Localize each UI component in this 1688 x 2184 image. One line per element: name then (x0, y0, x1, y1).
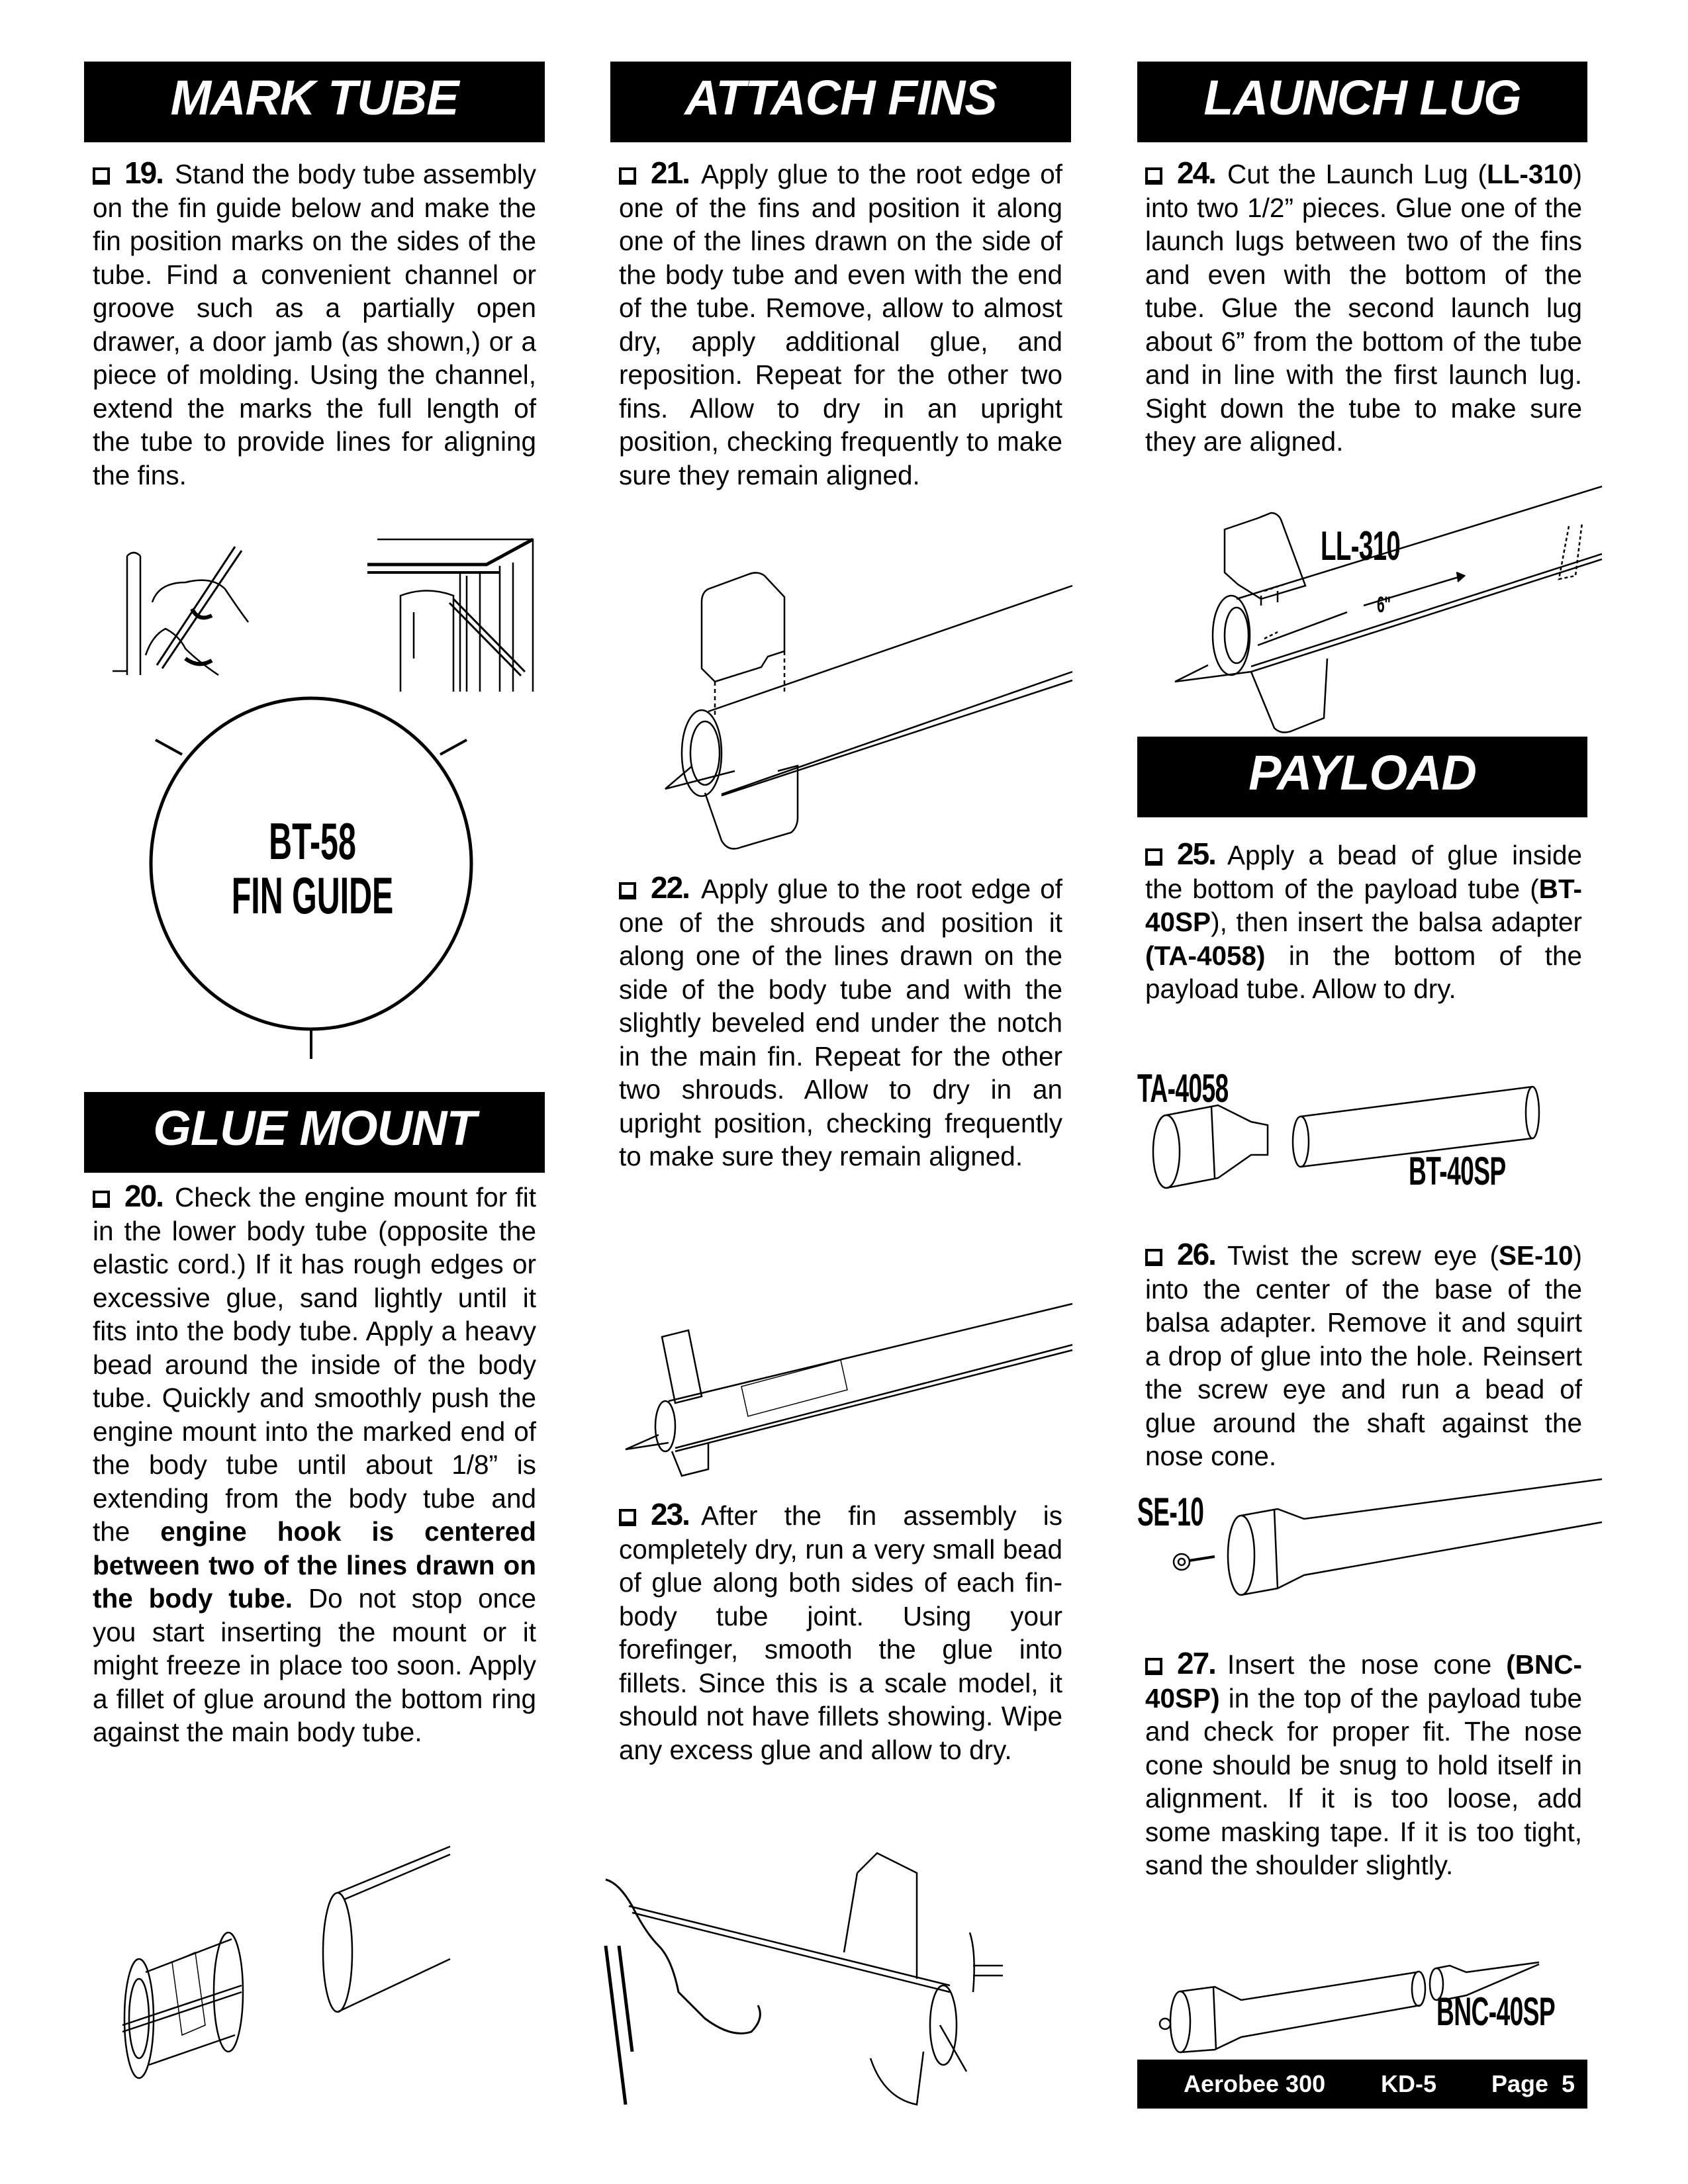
attach-fin-illustration (662, 582, 1086, 860)
part-label-ta4058: TA-4058 (1137, 1066, 1229, 1111)
step-23 (619, 1498, 1062, 1766)
checkbox-icon[interactable] (1145, 1249, 1162, 1266)
step-number: 27. (1177, 1646, 1215, 1680)
step-text: Cut the Launch Lug ( (1227, 159, 1487, 189)
step-text-emphasis: engine hook is centered between two of the lines drawn on the body tube. (93, 1516, 536, 1614)
step-number: 25. (1177, 837, 1215, 871)
shroud-illustration (622, 1324, 1072, 1476)
engine-mount-illustration (99, 1886, 563, 2078)
step-22 (619, 871, 1062, 1173)
step-24 (1145, 156, 1582, 459)
door-jamb-illustration (367, 539, 539, 692)
step-number: 21. (651, 156, 689, 190)
checkbox-icon[interactable] (93, 167, 110, 185)
step-text: Twist the screw eye ( (1227, 1240, 1499, 1271)
step-25 (1145, 837, 1582, 1006)
step-text-cont: ) into two 1/2” pieces. Glue one of the launch lugs between two of the fins and even with the bottom of the tube. Glue the second launch lug about 6” from the bottom of the tube and in line with the first launch lug. Sight down the tube to make sure they are aligned. (1145, 159, 1582, 457)
fin-guide-part: BT-58 (269, 812, 356, 870)
step-number: 26. (1177, 1237, 1215, 1271)
dimension-label-6in: 6" (1377, 592, 1391, 617)
section-header-launch-lug: LAUNCH LUG (1137, 62, 1587, 142)
footer-kit-code: KD-5 (1381, 2070, 1437, 2097)
hand-marking-tube-illustration (113, 543, 285, 702)
checkbox-icon[interactable] (619, 167, 636, 185)
step-number: 23. (651, 1497, 689, 1531)
part-number: (TA-4058) (1145, 940, 1266, 971)
step-text: Apply glue to the root edge of one of the fins and position it along one of the lines drawn on the side of the body tube and even with the end of the tube. Remove, allow to almost dry, apply additional glue, and reposition. Repeat for the other two fins. Allow to dry in an upright position, checking frequently to make sure they remain aligned. (619, 159, 1062, 490)
step-26 (1145, 1238, 1582, 1473)
section-header-mark-tube: MARK TUBE (84, 62, 545, 142)
part-number: SE-10 (1498, 1240, 1573, 1271)
step-text-cont: ) into the center of the base of the balsa adapter. Remove it and squirt a drop of glue into the hole. Reinsert the screw eye and run a bead of glue around the shaft against the nose cone. (1145, 1240, 1582, 1471)
checkbox-icon[interactable] (93, 1191, 110, 1208)
checkbox-icon[interactable] (1145, 167, 1162, 185)
step-20 (93, 1179, 536, 1749)
part-label-se10: SE-10 (1137, 1490, 1204, 1534)
step-text: Insert the nose cone (1227, 1649, 1507, 1680)
part-label-bnc40sp: BNC-40SP (1436, 1989, 1556, 2034)
part-number: LL-310 (1486, 159, 1573, 189)
part-number: BT-40SP (1145, 873, 1582, 937)
part-label-bt40sp: BT-40SP (1409, 1149, 1506, 1193)
step-number: 24. (1177, 156, 1215, 190)
step-text-cont: Do not stop once you start inserting the mount or it might freeze in place too soon. Apply a fillet of glue around the bottom ring against the main body tube. (93, 1583, 536, 1747)
step-text: Apply a bead of glue inside the bottom of the payload tube ( (1145, 840, 1582, 904)
checkbox-icon[interactable] (619, 1509, 636, 1526)
footer-model-name: Aerobee 300 (1184, 2070, 1326, 2097)
checkbox-icon[interactable] (619, 882, 636, 899)
step-number: 22. (651, 870, 689, 905)
footer-page-number: Page 5 (1491, 2070, 1575, 2097)
section-header-attach-fins: ATTACH FINS (610, 62, 1071, 142)
step-text: Stand the body tube assembly on the fin guide below and make the fin position marks on the sides of the tube. Find a convenient channel or groove such as a partially open drawer, a door jamb (as shown,) or a piece of molding. Using the channel, extend the marks the full length of the tube to provide lines for aligning the fins. (93, 159, 536, 490)
step-21 (619, 156, 1062, 492)
balsa-adapter-and-payload-tube-illustration (1152, 1079, 1582, 1191)
step-27 (1145, 1647, 1582, 1882)
step-text: After the fin assembly is completely dry, run a very small bead of glue along both sides of each fin-body tube joint. Using your forefinger, smooth the glue into fillets. Since this is a scale model, it should not have fillets showing. Wipe any excess glue and allow to dry. (619, 1500, 1062, 1765)
page-footer (1137, 2060, 1587, 2109)
part-number: (BNC-40SP) (1145, 1649, 1582, 1713)
step-text: Apply glue to the root edge of one of the shrouds and position it along one of the lines drawn on the side of the body tube and with the slightly beveled end under the notch in the main fin. Repeat for the other two shrouds. Allow to dry in an upright position, checking frequently to make sure they remain aligned. (619, 874, 1062, 1171)
part-label-ll310: LL-310 (1321, 523, 1401, 569)
step-text-cont: in the top of the payload tube and check for proper fit. The nose cone should be snug to hold itself in alignment. If it is too loose, add some masking tape. If it is too tight, sand the shoulder slightly. (1145, 1682, 1582, 1880)
checkbox-icon[interactable] (1145, 848, 1162, 866)
step-number: 20. (124, 1179, 163, 1213)
fin-guide-label (214, 814, 411, 923)
screw-eye-illustration (1165, 1482, 1602, 1588)
step-number: 19. (124, 156, 163, 190)
fin-guide-title: FIN GUIDE (231, 866, 394, 925)
section-header-glue-mount: GLUE MOUNT (84, 1092, 545, 1173)
step-19 (93, 156, 536, 492)
step-text: Check the engine mount for fit in the lower body tube (opposite the elastic cord.) If it has rough edges or excessive glue, sand lightly until it fits into the body tube. Apply a heavy bead around the inside of the body tube. Quickly and smoothly push the engine mount into the marked end of the body tube until about 1/8” is extending from the body tube and the (93, 1182, 536, 1547)
step-text-cont2: in the bottom of the payload tube. Allow to dry. (1145, 940, 1582, 1004)
fillet-illustration (606, 1853, 1003, 2105)
checkbox-icon[interactable] (1145, 1658, 1162, 1675)
step-text-cont: ), then insert the balsa adapter (1211, 907, 1582, 937)
section-header-payload: PAYLOAD (1137, 737, 1587, 817)
